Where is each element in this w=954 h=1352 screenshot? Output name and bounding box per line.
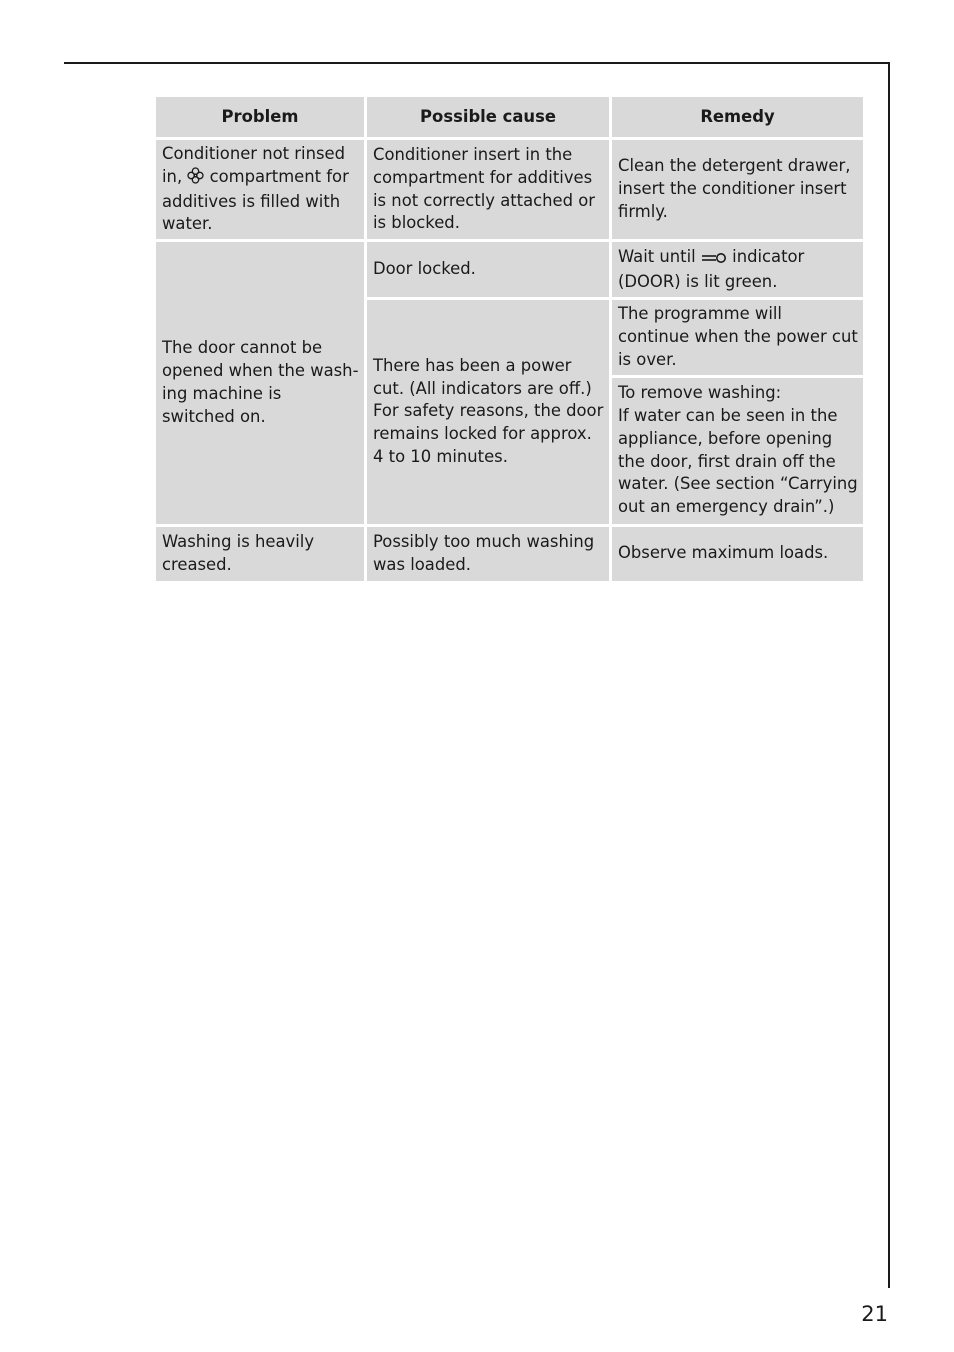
- key-icon: [701, 248, 727, 271]
- header-problem: Problem: [156, 97, 364, 137]
- table-row: [156, 140, 863, 239]
- cell-text: compartment for additives is filled with water.: [162, 166, 349, 234]
- table-row: [156, 527, 863, 581]
- cell-text: Conditioner not rinsed in,: [162, 144, 346, 186]
- cell-problem-door: The door cannot be opened when the wash-ing machine is switched on.: [156, 242, 364, 523]
- cell-cause-power-cut: There has been a power cut. (All indicators are off.) For safety reasons, the door remains locked for approx. 4 to 10 minutes.: [367, 300, 609, 523]
- right-rule: [888, 62, 890, 1288]
- cell-text: Wait until: [618, 246, 696, 266]
- table-header-row: [156, 97, 863, 137]
- header-possible-cause: Possible cause: [367, 97, 609, 137]
- cell-cause-insert: Conditioner insert in the compartment for additives is not correctly attached or is blocked.: [367, 140, 609, 239]
- flower-compartment-icon: [187, 167, 204, 191]
- cell-cause-door-locked: Door locked.: [367, 242, 609, 297]
- header-remedy: Remedy: [612, 97, 863, 137]
- page-number: 21: [861, 1302, 888, 1326]
- cell-problem-creased: Washing is heavily creased.: [156, 527, 364, 581]
- cell-remedy-max-loads: Observe maximum loads.: [612, 527, 863, 581]
- cell-remedy-wait: [612, 242, 863, 297]
- table-row: [156, 242, 863, 297]
- cell-text: indicator (DOOR) is lit green.: [618, 246, 805, 291]
- cell-cause-too-much: Possibly too much washing was loaded.: [367, 527, 609, 581]
- cell-remedy-clean-drawer: Clean the detergent drawer, insert the conditioner insert firmly.: [612, 140, 863, 239]
- troubleshooting-table: [153, 94, 866, 584]
- cell-remedy-remove-washing: To remove washing: If water can be seen in the appliance, before opening the door, first drain off the water. (See section “Carrying out an emergency drain”.): [612, 378, 863, 524]
- cell-problem-conditioner: [156, 140, 364, 239]
- cell-remedy-programme-continue: The programme will continue when the power cut is over.: [612, 300, 863, 374]
- top-rule: [64, 62, 890, 64]
